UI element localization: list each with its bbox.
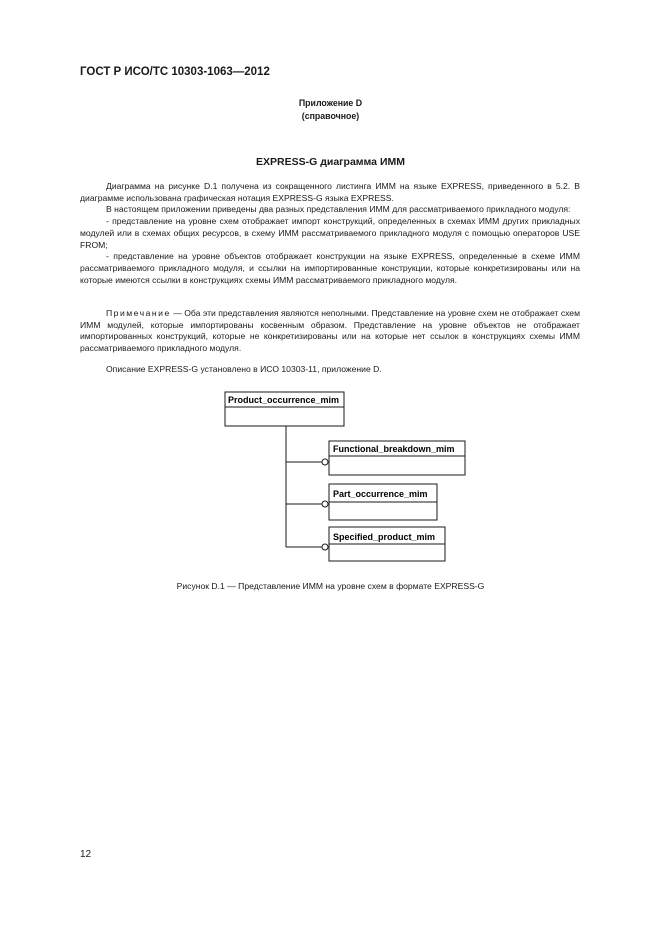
paragraph-4: - представление на уровне объектов отображает конструкции на языке EXPRESS, определенные в схеме ИММ рассматриваемого прикладного модуля, и ссылки на импортированные конструкции, которые конкретизированы или на которые имеются ссылки в конструкциях схемы ИММ рассматриваемого прикладного модуля. xyxy=(80,251,580,285)
note-text: — Оба эти представления являются неполными. Представление на уровне схем не отображает схем ИММ модулей, которые импортированы косвенным образом. Представление на уровне объектов не отображает импортированных конструкций, которые не конкретизированы или на которые нет ссылок в конструкциях схемы ИММ рассматриваемого прикладного модуля. xyxy=(80,308,580,354)
description-text: Описание EXPRESS-G установлено в ИСО 10303-11, приложение D. xyxy=(106,364,382,374)
paragraph-2: В настоящем приложении приведены два разных представления ИММ для рассматриваемого прикладного модуля: xyxy=(106,204,571,215)
paragraph-1: Диаграмма на рисунке D.1 получена из сокращенного листинга ИММ на языке EXPRESS, приведенного в 5.2. В диаграмме использована графическая нотация EXPRESS-G языка EXPRESS. xyxy=(80,181,580,203)
annex-type: (справочное) xyxy=(301,111,360,121)
section-heading: EXPRESS-G диаграмма ИММ xyxy=(256,156,405,168)
relationship-circle-3 xyxy=(322,544,328,550)
express-g-diagram xyxy=(0,385,661,565)
description-block xyxy=(80,364,580,376)
relationship-circle-1 xyxy=(322,459,328,465)
main-schema-label: Product_occurrence_mim xyxy=(228,395,340,405)
annex-title: Приложение D xyxy=(298,98,363,108)
note-label: Примечание xyxy=(106,308,171,318)
paragraph-3: - представление на уровне схем отображает импорт конструкций, определенных в схемах ИММ других прикладных модулей или в схемах общих ресурсов, в схему ИММ рассматриваемого прикладного модуля с помощью операторов USE FROM; xyxy=(80,216,580,250)
imported-schema-label-1: Functional_breakdown_mim xyxy=(333,444,455,454)
figure-caption: Рисунок D.1 — Представление ИММ на уровне схем в формате EXPRESS-G xyxy=(176,581,485,591)
imported-schema-label-3: Specified_product_mim xyxy=(333,532,436,542)
page-number: 12 xyxy=(80,849,92,860)
document-header: ГОСТ Р ИСО/ТС 10303-1063—2012 xyxy=(80,66,270,78)
note-block xyxy=(80,308,580,355)
imported-schema-label-2: Part_occurrence_mim xyxy=(333,489,428,499)
relationship-circle-2 xyxy=(322,501,328,507)
body-paragraphs xyxy=(80,181,580,286)
